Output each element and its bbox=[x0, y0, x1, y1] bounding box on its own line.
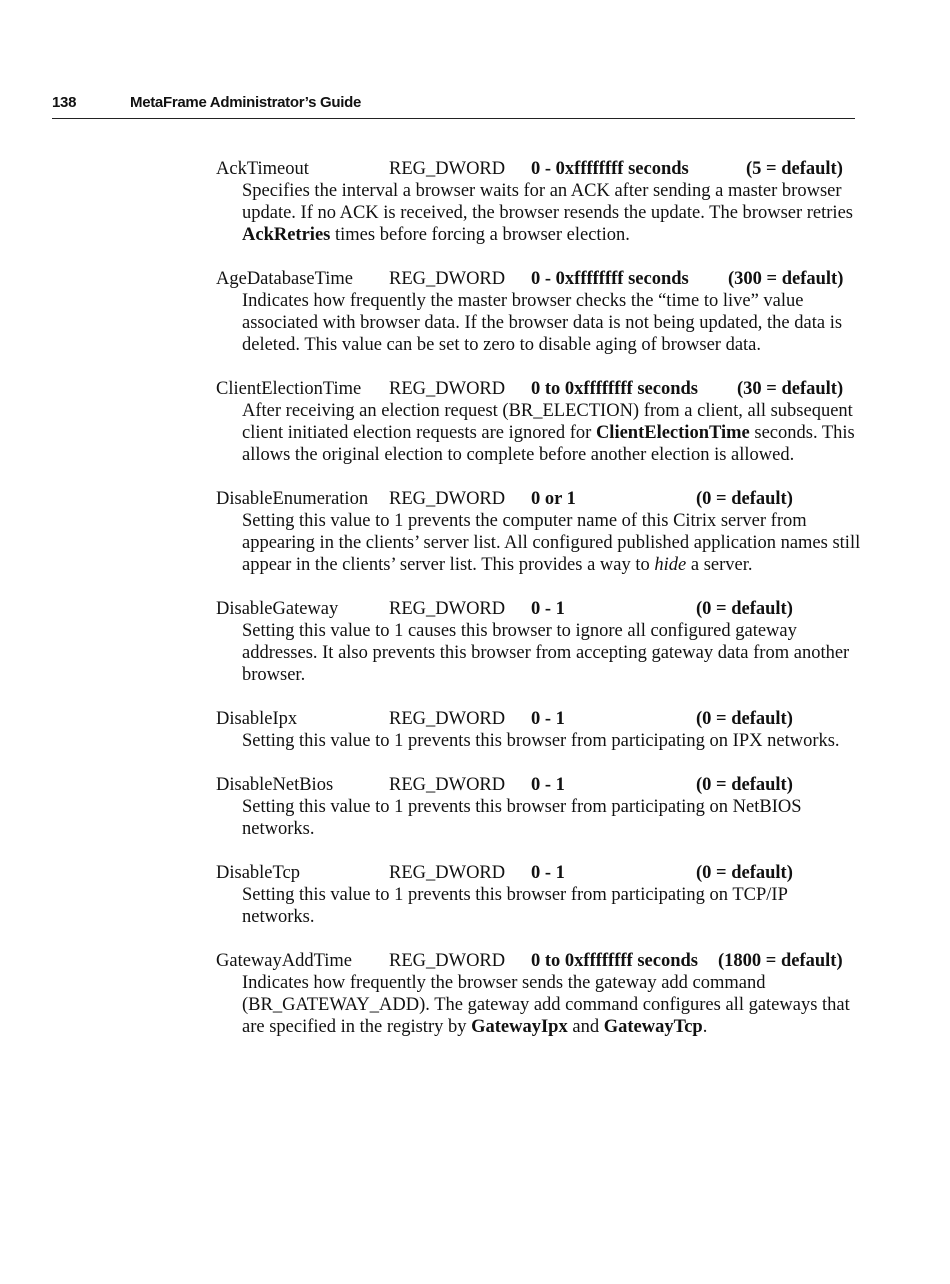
registry-entry bbox=[216, 950, 861, 1038]
registry-entry bbox=[216, 158, 861, 246]
entry-type: REG_DWORD bbox=[389, 379, 506, 399]
entry-description bbox=[242, 620, 861, 686]
entry-name: AgeDatabaseTime bbox=[216, 269, 354, 289]
entry-default: (0 = default) bbox=[696, 599, 793, 619]
entry-header bbox=[216, 950, 861, 972]
entry-range: 0 - 1 bbox=[531, 599, 565, 619]
entry-range: 0 to 0xffffffff seconds bbox=[531, 379, 698, 399]
entry-default: (0 = default) bbox=[696, 863, 793, 883]
registry-entry bbox=[216, 774, 861, 840]
registry-entry bbox=[216, 598, 861, 686]
bold-term: AckRetries bbox=[242, 225, 331, 245]
entry-range: 0 to 0xffffffff seconds bbox=[531, 951, 698, 971]
description-text: a server. bbox=[686, 555, 753, 575]
entry-default: (0 = default) bbox=[696, 709, 793, 729]
description-text: . bbox=[702, 1017, 708, 1037]
entry-description bbox=[242, 884, 861, 928]
entry-type: REG_DWORD bbox=[389, 269, 506, 289]
entry-name: AckTimeout bbox=[216, 159, 309, 179]
entry-header bbox=[216, 708, 861, 730]
entry-type: REG_DWORD bbox=[389, 709, 506, 729]
entry-default: (30 = default) bbox=[737, 379, 844, 399]
entry-header bbox=[216, 488, 861, 510]
entry-type: REG_DWORD bbox=[389, 863, 506, 883]
page-number: 138 bbox=[52, 94, 77, 111]
entry-name: DisableEnumeration bbox=[216, 489, 369, 509]
description-text: Setting this value to 1 prevents this browser from participating on TCP/IP networks. bbox=[242, 885, 788, 927]
entry-header bbox=[216, 862, 861, 884]
entry-name: DisableTcp bbox=[216, 863, 300, 883]
entry-type: REG_DWORD bbox=[389, 775, 506, 795]
entry-range: 0 - 0xffffffff seconds bbox=[531, 159, 689, 179]
entry-header bbox=[216, 268, 861, 290]
registry-entry bbox=[216, 378, 861, 466]
entry-default: (1800 = default) bbox=[718, 951, 843, 971]
registry-entry-list bbox=[216, 158, 861, 1060]
bold-term: GatewayIpx bbox=[471, 1017, 568, 1037]
description-text: After receiving an election request (BR_ELECTION) from a client, all subsequent client initiated election requests are ignored for bbox=[242, 401, 853, 443]
entry-name: GatewayAddTime bbox=[216, 951, 352, 971]
description-text: Setting this value to 1 prevents this browser from participating on NetBIOS networks. bbox=[242, 797, 802, 839]
description-text: and bbox=[567, 1017, 604, 1037]
entry-description bbox=[242, 180, 861, 246]
entry-description bbox=[242, 972, 861, 1038]
entry-name: DisableIpx bbox=[216, 709, 298, 729]
description-text: Specifies the interval a browser waits for an ACK after sending a master browser update. If no ACK is received, the browser resends the update. The browser retries bbox=[242, 181, 853, 223]
italic-term: hide bbox=[654, 555, 687, 575]
page-header bbox=[52, 94, 855, 119]
entry-header bbox=[216, 378, 861, 400]
running-title: MetaFrame Administrator’s Guide bbox=[130, 94, 362, 111]
entry-range: 0 - 1 bbox=[531, 709, 565, 729]
entry-header bbox=[216, 774, 861, 796]
registry-entry bbox=[216, 862, 861, 928]
registry-entry bbox=[216, 488, 861, 576]
description-text: Setting this value to 1 causes this browser to ignore all configured gateway addresses. It also prevents this browser from accepting gateway data from another browser. bbox=[242, 621, 850, 685]
description-text: Indicates how frequently the master browser checks the “time to live” value associated with browser data. If the browser data is not being updated, the data is deleted. This value can be set to zero to disable aging of browser data. bbox=[242, 291, 843, 355]
entry-name: DisableNetBios bbox=[216, 775, 334, 795]
description-text: Setting this value to 1 prevents this browser from participating on IPX networks. bbox=[242, 731, 840, 751]
entry-default: (5 = default) bbox=[746, 159, 843, 179]
entry-type: REG_DWORD bbox=[389, 599, 506, 619]
entry-name: DisableGateway bbox=[216, 599, 339, 619]
entry-description bbox=[242, 290, 861, 356]
entry-name: ClientElectionTime bbox=[216, 379, 362, 399]
entry-range: 0 - 0xffffffff seconds bbox=[531, 269, 689, 289]
entry-type: REG_DWORD bbox=[389, 951, 506, 971]
entry-description bbox=[242, 510, 861, 576]
bold-term: GatewayTcp bbox=[603, 1017, 703, 1037]
entry-range: 0 - 1 bbox=[531, 775, 565, 795]
registry-entry bbox=[216, 268, 861, 356]
entry-default: (300 = default) bbox=[728, 269, 844, 289]
entry-description bbox=[242, 400, 861, 466]
entry-default: (0 = default) bbox=[696, 489, 793, 509]
entry-range: 0 - 1 bbox=[531, 863, 565, 883]
entry-header bbox=[216, 158, 861, 180]
registry-entry bbox=[216, 708, 861, 752]
entry-default: (0 = default) bbox=[696, 775, 793, 795]
entry-description bbox=[242, 730, 861, 752]
description-text: Indicates how frequently the browser sends the gateway add command (BR_GATEWAY_ADD). The gateway add command configures all gateways that are specified in the registry by bbox=[242, 973, 850, 1037]
entry-header bbox=[216, 598, 861, 620]
description-text: times before forcing a browser election. bbox=[330, 225, 630, 245]
entry-description bbox=[242, 796, 861, 840]
description-text: Setting this value to 1 prevents the computer name of this Citrix server from appearing in the clients’ server list. All configured published application names still appear in the clients’ server list. This provides a way to bbox=[242, 511, 861, 575]
entry-type: REG_DWORD bbox=[389, 489, 506, 509]
description-text: seconds. This allows the original election to complete before another election is allowed. bbox=[242, 423, 855, 465]
entry-type: REG_DWORD bbox=[389, 159, 506, 179]
bold-term: ClientElectionTime bbox=[595, 423, 750, 443]
entry-range: 0 or 1 bbox=[531, 489, 576, 509]
